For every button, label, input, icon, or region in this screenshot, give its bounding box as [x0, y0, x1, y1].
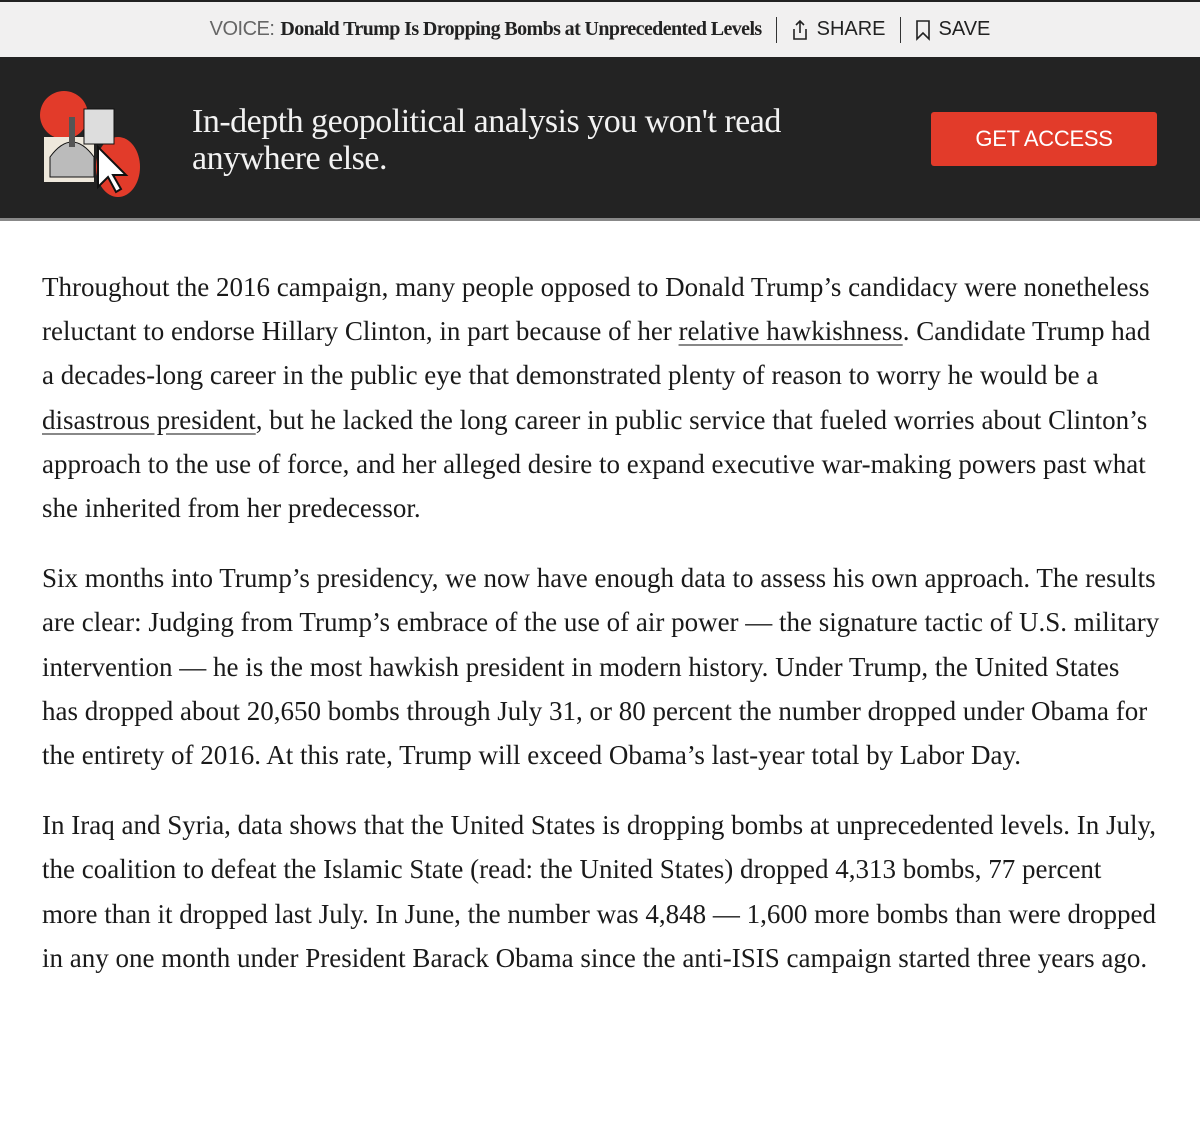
- bookmark-icon: [915, 19, 931, 41]
- share-label: SHARE: [816, 18, 886, 40]
- sticky-article-bar: [0, 0, 1200, 57]
- text: . Candidate Trump had a decades-long career in the public eye that demonstrated plenty of reason to worry he would be a: [42, 316, 1151, 391]
- get-access-button[interactable]: GET ACCESS: [931, 112, 1157, 166]
- disastrous-president-link[interactable]: disastrous president: [42, 404, 256, 435]
- divider: [776, 17, 777, 43]
- paragraph: In Iraq and Syria, data shows that the United States is dropping bombs at unprecedented levels. In July, the coalition to defeat the Islamic State (read: the United States) dropped 4,313 bombs, 77 percent more than it dropped last July. In June, the number was 4,848 — 1,600 more bombs than were dropped in any one month under President Barack Obama since the anti-ISIS campaign started three years ago.: [42, 810, 1157, 973]
- subscribe-banner: [0, 57, 1200, 221]
- text: Throughout the 2016 campaign, many people opposed to Donald Trump’s candidacy were nonetheless reluctant to endorse Hillary Clinton, in part because of her: [42, 272, 1150, 347]
- section-kicker: VOICE:: [209, 18, 275, 40]
- paragraph: [42, 265, 1162, 530]
- share-button[interactable]: [791, 18, 886, 41]
- text: , but he lacked the long career in public service that fueled worries about Clinton’s approach to the use of force, and her alleged desire to expand executive war-making powers past what she inherited from her predecessor.: [42, 404, 1148, 524]
- paragraph: Six months into Trump’s presidency, we now have enough data to assess his own approach. The results are clear: Judging from Trump’s embrace of the use of air power — the signature tactic of U.S. military intervention — he is the most hawkish president in modern history. Under Trump, the United States has dropped about 20,650 bombs through July 31, or 80 percent the number dropped under Obama for the entirety of 2016. At this rate, Trump will exceed Obama’s last-year total by Labor Day.: [42, 563, 1160, 771]
- article-body: [42, 265, 1162, 1006]
- share-icon: [791, 19, 809, 41]
- capitol-collage-logo-icon: [36, 87, 146, 197]
- article-title: Donald Trump Is Dropping Bombs at Unprecedented Levels: [280, 18, 762, 40]
- relative-hawkishness-link[interactable]: relative hawkishness: [678, 316, 903, 347]
- save-label: SAVE: [938, 18, 991, 40]
- divider: [900, 17, 901, 43]
- banner-message: In-depth geopolitical analysis you won't read anywhere else.: [192, 103, 781, 177]
- save-button[interactable]: [915, 18, 991, 41]
